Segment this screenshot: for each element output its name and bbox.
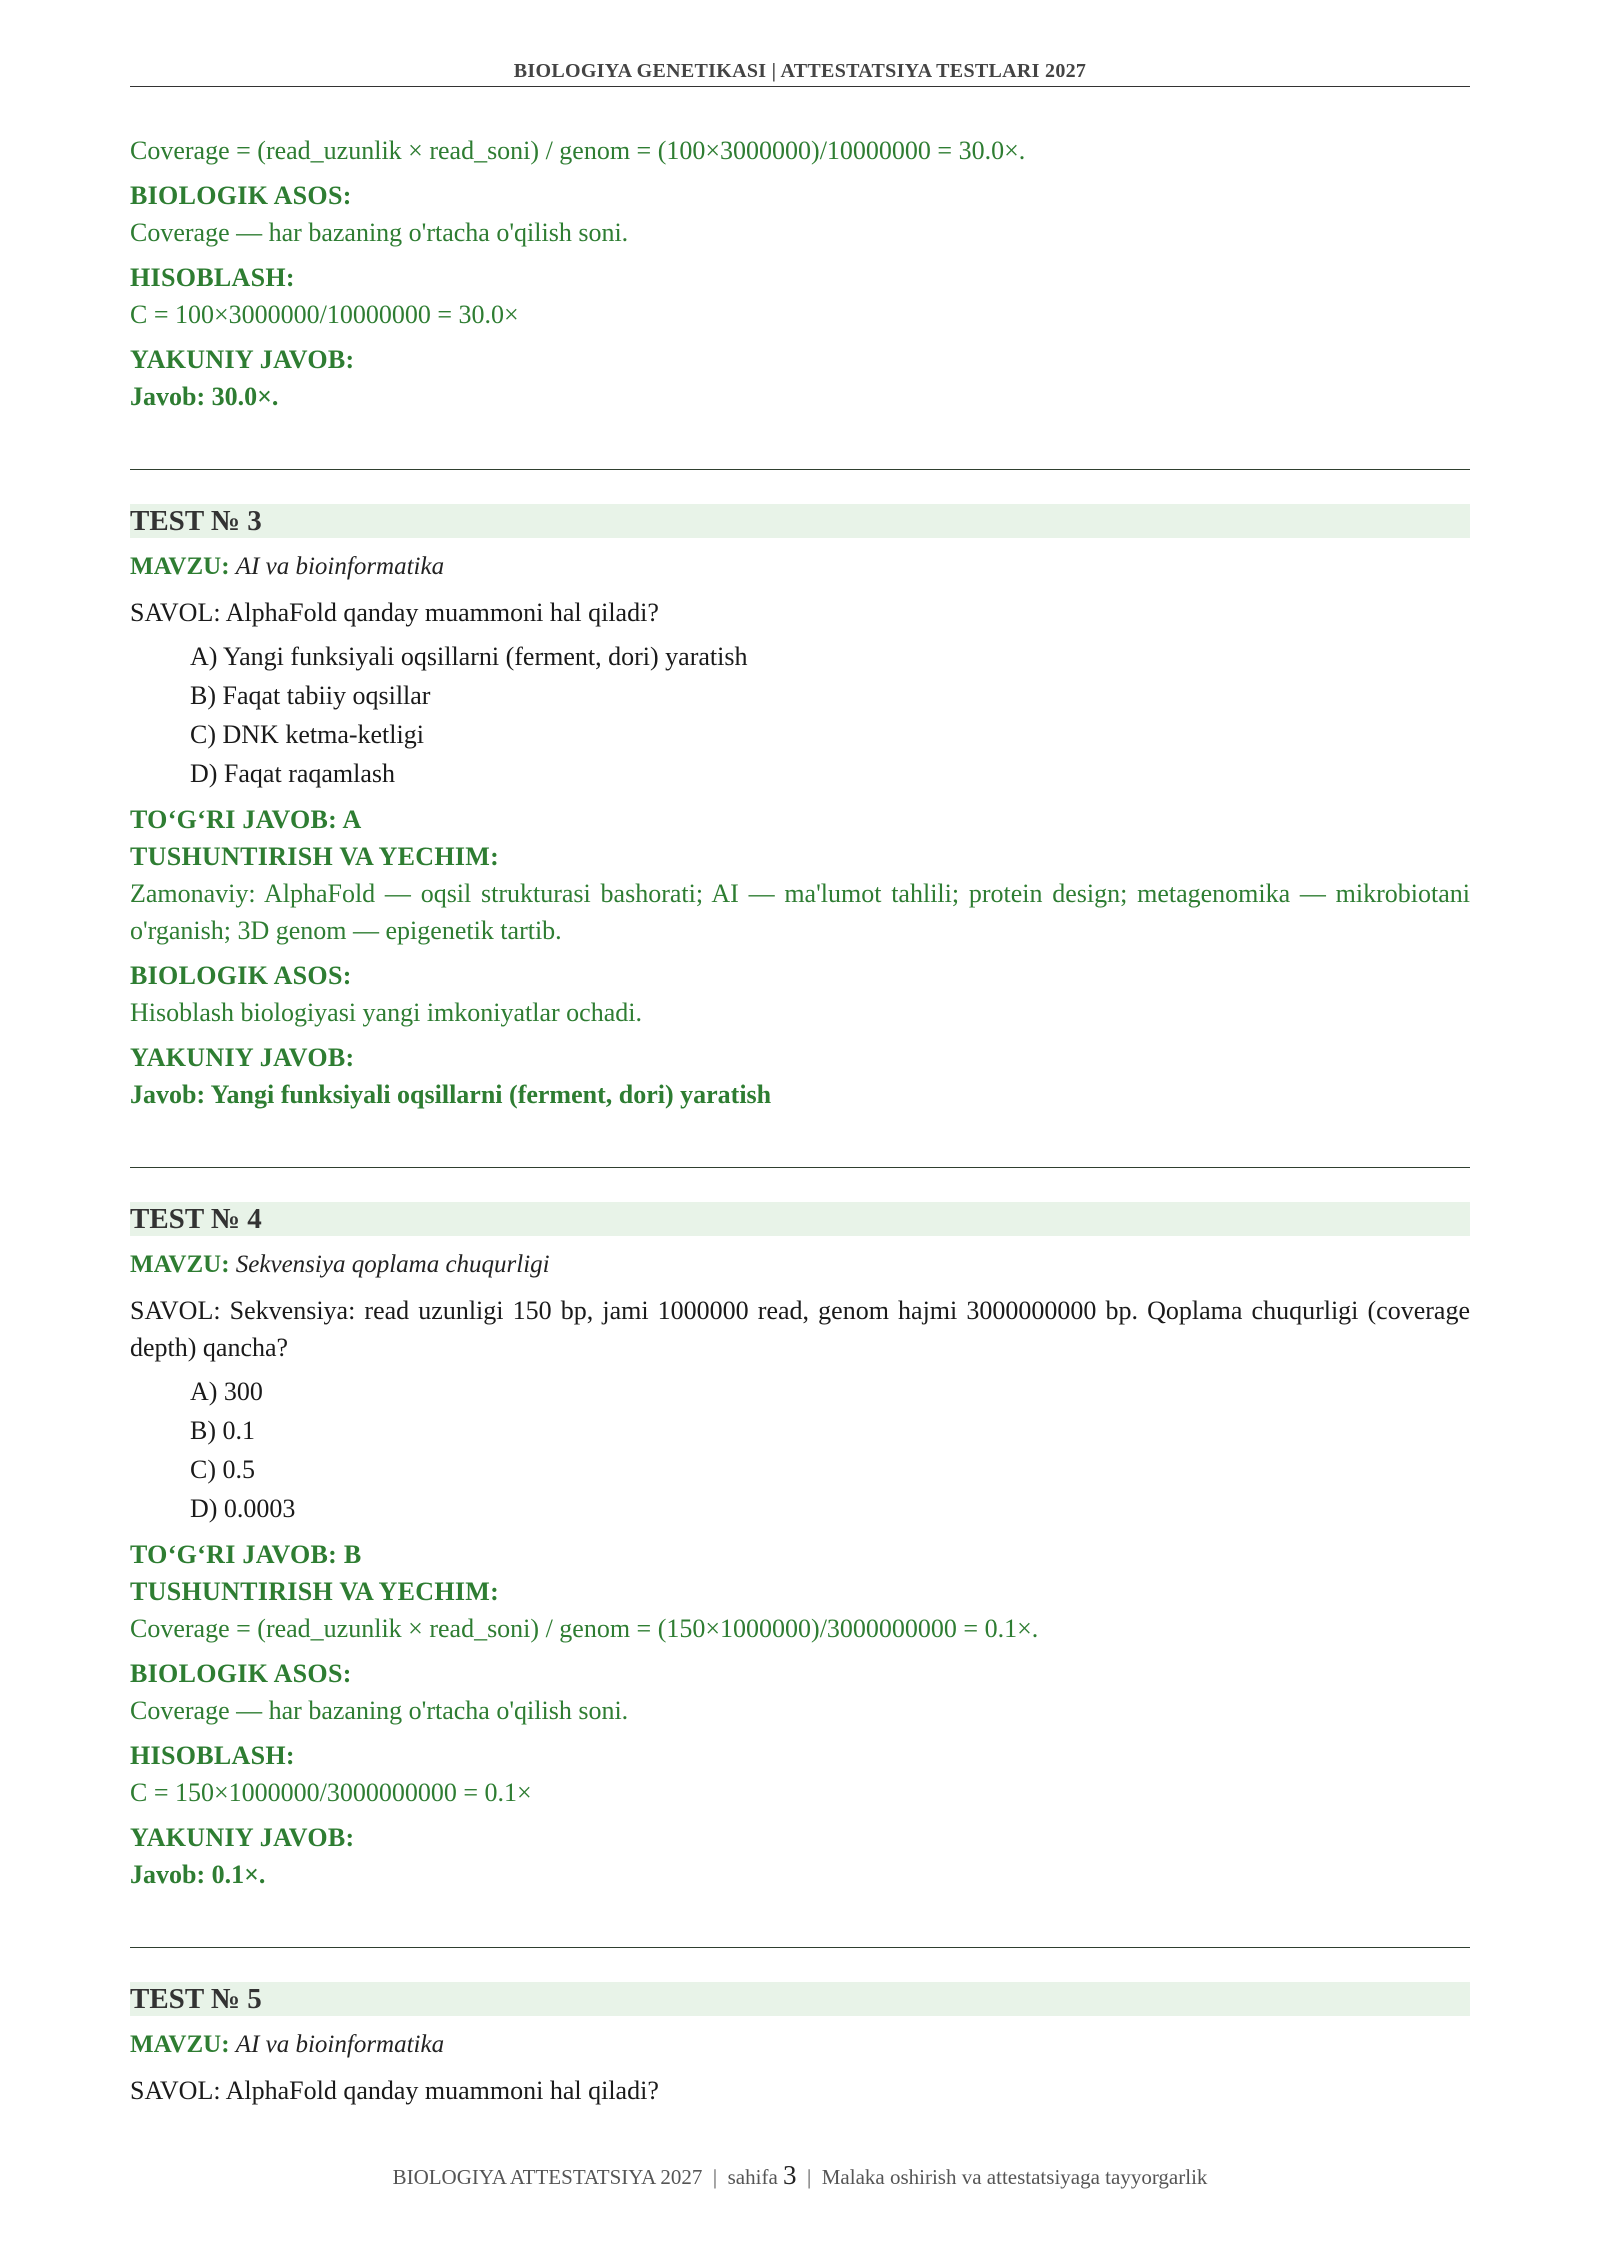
test-3-title: TEST № 3 <box>130 504 1470 538</box>
topic-label: MAVZU: <box>130 1251 230 1278</box>
test-3-biologik-text: Hisoblash biologiyasi yangi imkoniyatlar ochadi. <box>130 998 642 1027</box>
test-3-topic <box>130 550 1470 584</box>
page-content <box>130 132 1470 2115</box>
test-4-topic <box>130 1248 1470 1282</box>
option-d: D) Faqat raqamlash <box>190 759 396 788</box>
test-4-explanation-heading: TUSHUNTIRISH VA YECHIM: <box>130 1577 500 1606</box>
prev-yakuniy-heading: YAKUNIY JAVOB: <box>130 345 355 374</box>
prev-biologik-text: Coverage — har bazaning o'rtacha o'qilish soni. <box>130 218 629 247</box>
test-5-topic <box>130 2028 1470 2062</box>
test-3-options <box>190 637 1470 793</box>
test-4-correct-answer: TO‘G‘RI JAVOB: B <box>130 1540 362 1569</box>
test-4-hisoblash-heading: HISOBLASH: <box>130 1741 295 1770</box>
test-3-yakuniy-heading: YAKUNIY JAVOB: <box>130 1043 355 1072</box>
test-3-explanation: Zamonaviy: AlphaFold — oqsil strukturasi bashorati; AI — ma'lumot tahlili; protein design; metagenomika — mikrobiotani o'rganish; 3D genom — epigenetik tartib. <box>130 879 1470 945</box>
test-3-final-answer: Javob: Yangi funksiyali oqsillarni (ferment, dori) yaratish <box>130 1080 772 1109</box>
topic-value: AI va bioinformatika <box>235 553 445 580</box>
test-4-question: SAVOL: Sekvensiya: read uzunligi 150 bp, jami 1000000 read, genom hajmi 3000000000 bp. Qoplama chuqurligi (coverage depth) qancha? <box>130 1296 1470 1362</box>
test-4-hisoblash-text: C = 150×1000000/3000000000 = 0.1× <box>130 1778 532 1807</box>
test-3-biologik-heading: BIOLOGIK ASOS: <box>130 961 352 990</box>
section-divider <box>130 469 1470 470</box>
test-3-question: SAVOL: AlphaFold qanday muammoni hal qiladi? <box>130 598 659 627</box>
prev-biologik-heading: BIOLOGIK ASOS: <box>130 181 352 210</box>
option-b: B) 0.1 <box>190 1416 255 1445</box>
page-footer <box>0 2160 1600 2191</box>
test-3-explanation-heading: TUSHUNTIRISH VA YECHIM: <box>130 842 500 871</box>
test-4-biologik-text: Coverage — har bazaning o'rtacha o'qilish soni. <box>130 1696 629 1725</box>
footer-left: BIOLOGIYA ATTESTATSIYA 2027 <box>392 2165 703 2189</box>
prev-hisoblash-text: C = 100×3000000/10000000 = 30.0× <box>130 300 519 329</box>
option-a: A) 300 <box>190 1377 263 1406</box>
topic-label: MAVZU: <box>130 2031 230 2058</box>
test-4-final-answer: Javob: 0.1×. <box>130 1860 266 1889</box>
prev-formula: Coverage = (read_uzunlik × read_soni) / genom = (100×3000000)/10000000 = 30.0×. <box>130 136 1026 165</box>
prev-final-answer: Javob: 30.0×. <box>130 382 279 411</box>
topic-label: MAVZU: <box>130 553 230 580</box>
running-header: BIOLOGIYA GENETIKASI | ATTESTATSIYA TESTLARI 2027 <box>513 60 1087 82</box>
option-c: C) 0.5 <box>190 1455 255 1484</box>
header-rule <box>130 86 1470 87</box>
footer-right: Malaka oshirish va attestatsiyaga tayyorgarlik <box>821 2165 1208 2189</box>
section-divider <box>130 1167 1470 1168</box>
option-c: C) DNK ketma-ketligi <box>190 720 424 749</box>
page-number: 3 <box>783 2160 797 2190</box>
test-3-correct-answer: TO‘G‘RI JAVOB: A <box>130 805 362 834</box>
topic-value: AI va bioinformatika <box>235 2031 445 2058</box>
test-4-explanation: Coverage = (read_uzunlik × read_soni) / genom = (150×1000000)/3000000000 = 0.1×. <box>130 1614 1039 1643</box>
test-4-yakuniy-heading: YAKUNIY JAVOB: <box>130 1823 355 1852</box>
footer-separator: | <box>807 2165 812 2189</box>
footer-sahifa-label: sahifa <box>727 2165 778 2189</box>
test-4-title: TEST № 4 <box>130 1202 1470 1236</box>
topic-value: Sekvensiya qoplama chuqurligi <box>235 1251 550 1278</box>
option-a: A) Yangi funksiyali oqsillarni (ferment, dori) yaratish <box>190 642 748 671</box>
test-4-biologik-heading: BIOLOGIK ASOS: <box>130 1659 352 1688</box>
test-5-title: TEST № 5 <box>130 1982 1470 2016</box>
test-4-options <box>190 1372 1470 1528</box>
option-b: B) Faqat tabiiy oqsillar <box>190 681 431 710</box>
section-divider <box>130 1947 1470 1948</box>
footer-separator: | <box>712 2165 718 2189</box>
option-d: D) 0.0003 <box>190 1494 296 1523</box>
prev-hisoblash-heading: HISOBLASH: <box>130 263 295 292</box>
test-5-question: SAVOL: AlphaFold qanday muammoni hal qiladi? <box>130 2076 659 2105</box>
